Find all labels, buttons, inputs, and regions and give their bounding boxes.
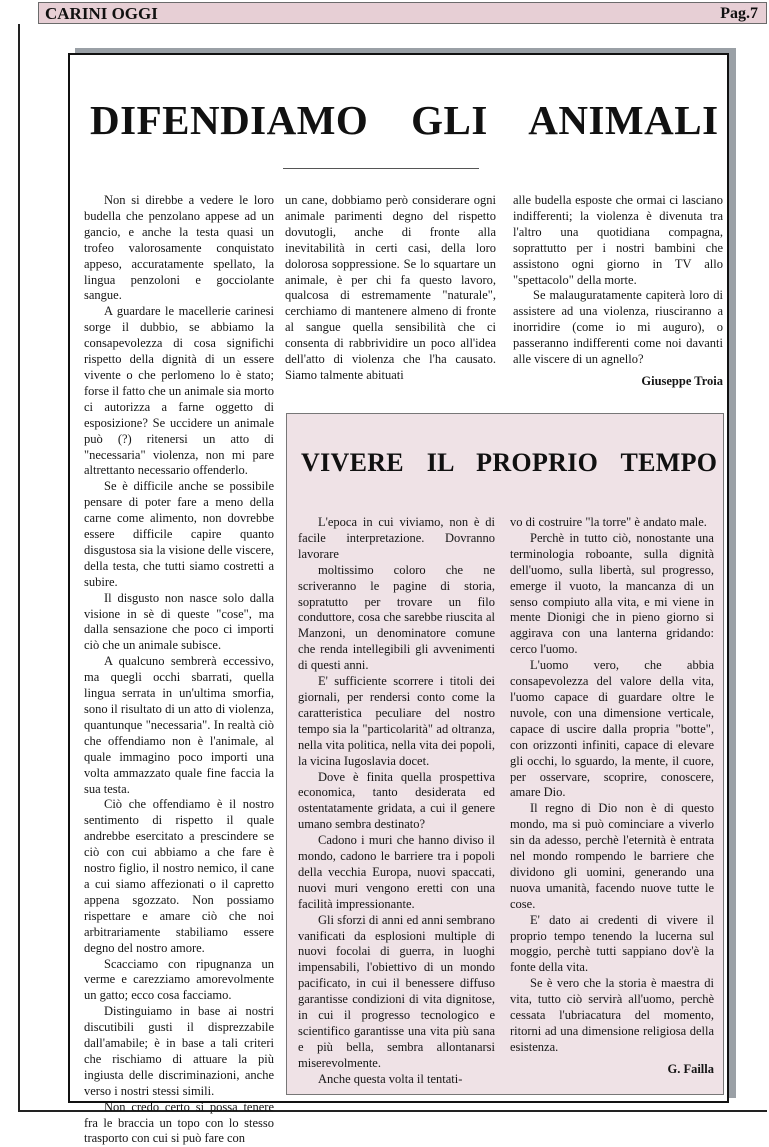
paragraph: Scacciamo con ripugnanza un verme e carezziamo amorevolmente un gatto; ecco cosa facciamo. [84, 956, 274, 1003]
paragraph: un cane, dobbiamo però considerare ogni animale parimenti degno del rispetto dovutogli, anche di fronte alla inevitabilità in certi casi, della loro dolorosa soppressione. Se lo squartare un animale, è per chi fa questo lavoro, qualcosa di estremamente "naturale", cerchiamo di mantenere almeno di fronte al sangue quella sensibilità che ci consenta di rabbrividire un poco all'idea dell'atto di violenza che l'ha causato. Siamo talmente abituati [285, 193, 496, 382]
paragraph: Non si direbbe a vedere le loro budella che penzolano appese ad un gancio, e anche la testa quasi un trofeo valorosamente conquistato appeso, accuratamente spellato, la lingua penzoloni e gocciolante sangue. [84, 193, 274, 303]
paragraph: Se è difficile anche se possibile pensare di poter fare a meno della carne come alimento, non dovrebbe essere difficile capire quanto disgustosa sia la visione delle viscere, della testa, che tutti siamo costretti a subire. [84, 479, 274, 589]
sidebar-column-1 [298, 515, 495, 1088]
paragraph: Il disgusto non nasce solo dalla visione in sè di queste "cose", ma dalla sensazione che poco ci importi ciò che un animale subisce. [84, 590, 274, 653]
sidebar-article-title: VIVERE IL PROPRIO TEMPO [301, 448, 718, 477]
article-column-1 [84, 193, 274, 1147]
paragraph: moltissimo coloro che ne scriveranno le pagine di storia, sopratutto per trovare un filo conduttore, cosa che sarebbe riuscita al Manzoni, un denominatore comune che renda intellegibili gli avvenimenti di questi anni. [298, 562, 495, 673]
paragraph: Perchè in tutto ciò, nonostante una terminologia roboante, sulla dignità dell'uomo, sulla libertà, sul progresso, emerge il vuoto, la mancanza di un senso compiuto alla vita, e mi viene in mente Dionigi che in pieno giorno si aggirava con una lanterna gridando: cerco l'uomo. [510, 530, 714, 657]
paragraph: L'uomo vero, che abbia consapevolezza del valore della vita, l'uomo capace di guardare oltre le nuvole, con una dimensione verticale, capace di uscire dalla propria "botte", con orizzonti infiniti, capace di elevare gli occhi, lo sguardo, la mente, il cuore, per osservare, scoprire, conoscere, amare Dio. [510, 658, 714, 800]
page-header [38, 2, 767, 24]
paragraph: Il regno di Dio non è di questo mondo, ma si può cominciare a viverlo sin da adesso, perchè l'eternità è entrata nel mondo rompendo le barriere che dividono gli uomini, generando una nuova umanità, facendo nuove tutte le cose. [510, 801, 714, 911]
article-column-3 [513, 193, 723, 390]
paragraph: Non credo certo si possa tenere fra le braccia un topo con lo stesso trasporto con cui si può fare con [84, 1099, 274, 1146]
paragraph: Gli sforzi di anni ed anni sembrano vanificati da esplosioni multiple di nuovi focolai di guerra, in luoghi impensabili, l'obiettivo di un mondo pacificato, in cui il benessere diffuso garantisse condizioni di vita dignitose, in cui il progresso tecnologico e scientifico garantisse una vita più sana e più bella, sembra allontanarsi miserevolmente. [298, 912, 495, 1070]
magazine-name: CARINI OGGI [45, 4, 158, 23]
paragraph: E' dato ai credenti di vivere il proprio tempo tenendo la lucerna sul moggio, perchè tutti sappiano dov'è la fonte della vita. [510, 912, 714, 975]
paragraph: E' sufficiente scorrere i titoli dei giornali, per rendersi conto come la caratteristica peculiare del nostro tempo sia la "particolarità" ad oltranza, nella vita politica, nella vita dei popoli, la vicina Iugoslavia docet. [298, 674, 495, 768]
paragraph: Cadono i muri che hanno diviso il mondo, cadono le barriere tra i popoli della vecchia Europa, nuovi spaccati, nuovi muri vengono eretti con una facilità impressionante. [298, 833, 495, 911]
sidebar-signature: G. Failla [667, 1061, 714, 1076]
article-signature: Giuseppe Troia [641, 373, 723, 388]
paragraph: vo di costruire "la torre" è andato male. [510, 515, 707, 529]
paragraph: Se è vero che la storia è maestra di vita, tutto ciò servirà all'uomo, perchè cessata l'ubriacatura del momento, ritorni ad una dimensione religiosa della esistenza. [510, 976, 714, 1054]
article-title: DIFENDIAMO GLI ANIMALI [90, 97, 719, 143]
paragraph: L'epoca in cui viviamo, non è di facile interpretazione. Dovranno lavorare [298, 515, 495, 561]
paragraph: A qualcuno sembrerà eccessivo, ma quegli occhi sbarrati, quella lingua serrata in un'ultima smorfia, sono il risultato di un atto di violenza, quantunque "necessaria". In realtà ciò che offendiamo non è l'animale, al quale immagino poco importi una volta ammazzato quale fine faccia la sua testa. [84, 654, 274, 796]
paragraph: alle budella esposte che ormai ci lasciano indifferenti; la violenza è divenuta tra l'altro una quotidiana compagna, soprattutto per i nostri bambini che assistono ogni giorno in TV allo "spettacolo" della morte. [513, 193, 723, 287]
title-divider [283, 168, 479, 169]
left-border-line [18, 24, 20, 1112]
paragraph: Dove è finita quella prospettiva economica, tanto desiderata ed ostentatamente gridata, a cui il genere umano sembra destinato? [298, 769, 495, 832]
paragraph: Se malauguratamente capiterà loro di assistere ad una violenza, riusciranno a inorridire (come io mi auguro), o passeranno indifferenti come noi davanti alle viscere di un agnello? [513, 288, 723, 367]
paragraph: Distinguiamo in base ai nostri discutibili gusti il disprezzabile dall'amabile; è in base a tali criteri che rischiamo di attuare la più ingiusta delle discriminazioni, anche verso i nostri stessi simili. [84, 1004, 274, 1098]
paragraph: Ciò che offendiamo è il nostro sentimento di rispetto il quale andrebbe esercitato a prescindere se ciò con cui abbiamo a che fare è nostro figlio, il nostro nemico, il cane a cui siamo affezionati o il capretto appena sgozzato. Non possiamo rispettare e amare ciò che noi arbitrariamente stabiliamo essere degno del nostro amore. [84, 797, 274, 955]
paragraph: A guardare le macellerie carinesi sorge il dubbio, se abbiamo la consapevolezza di cosa significhi rispetto della dignità di un essere vivente o che perlomeno lo è stato; forse il fatto che un animale sia morto ci autorizza a farne oggetto di esposizione? Se uccidere un animale può (?) ritenersi un atto di "necessaria" violenza, non mi pare altrettanto necessario offenderlo. [84, 304, 274, 478]
paragraph: Anche questa volta il tentati- [318, 1071, 463, 1086]
page-number: Pag.7 [720, 5, 758, 22]
article-column-2 [285, 193, 496, 384]
sidebar-column-2 [510, 515, 714, 1078]
